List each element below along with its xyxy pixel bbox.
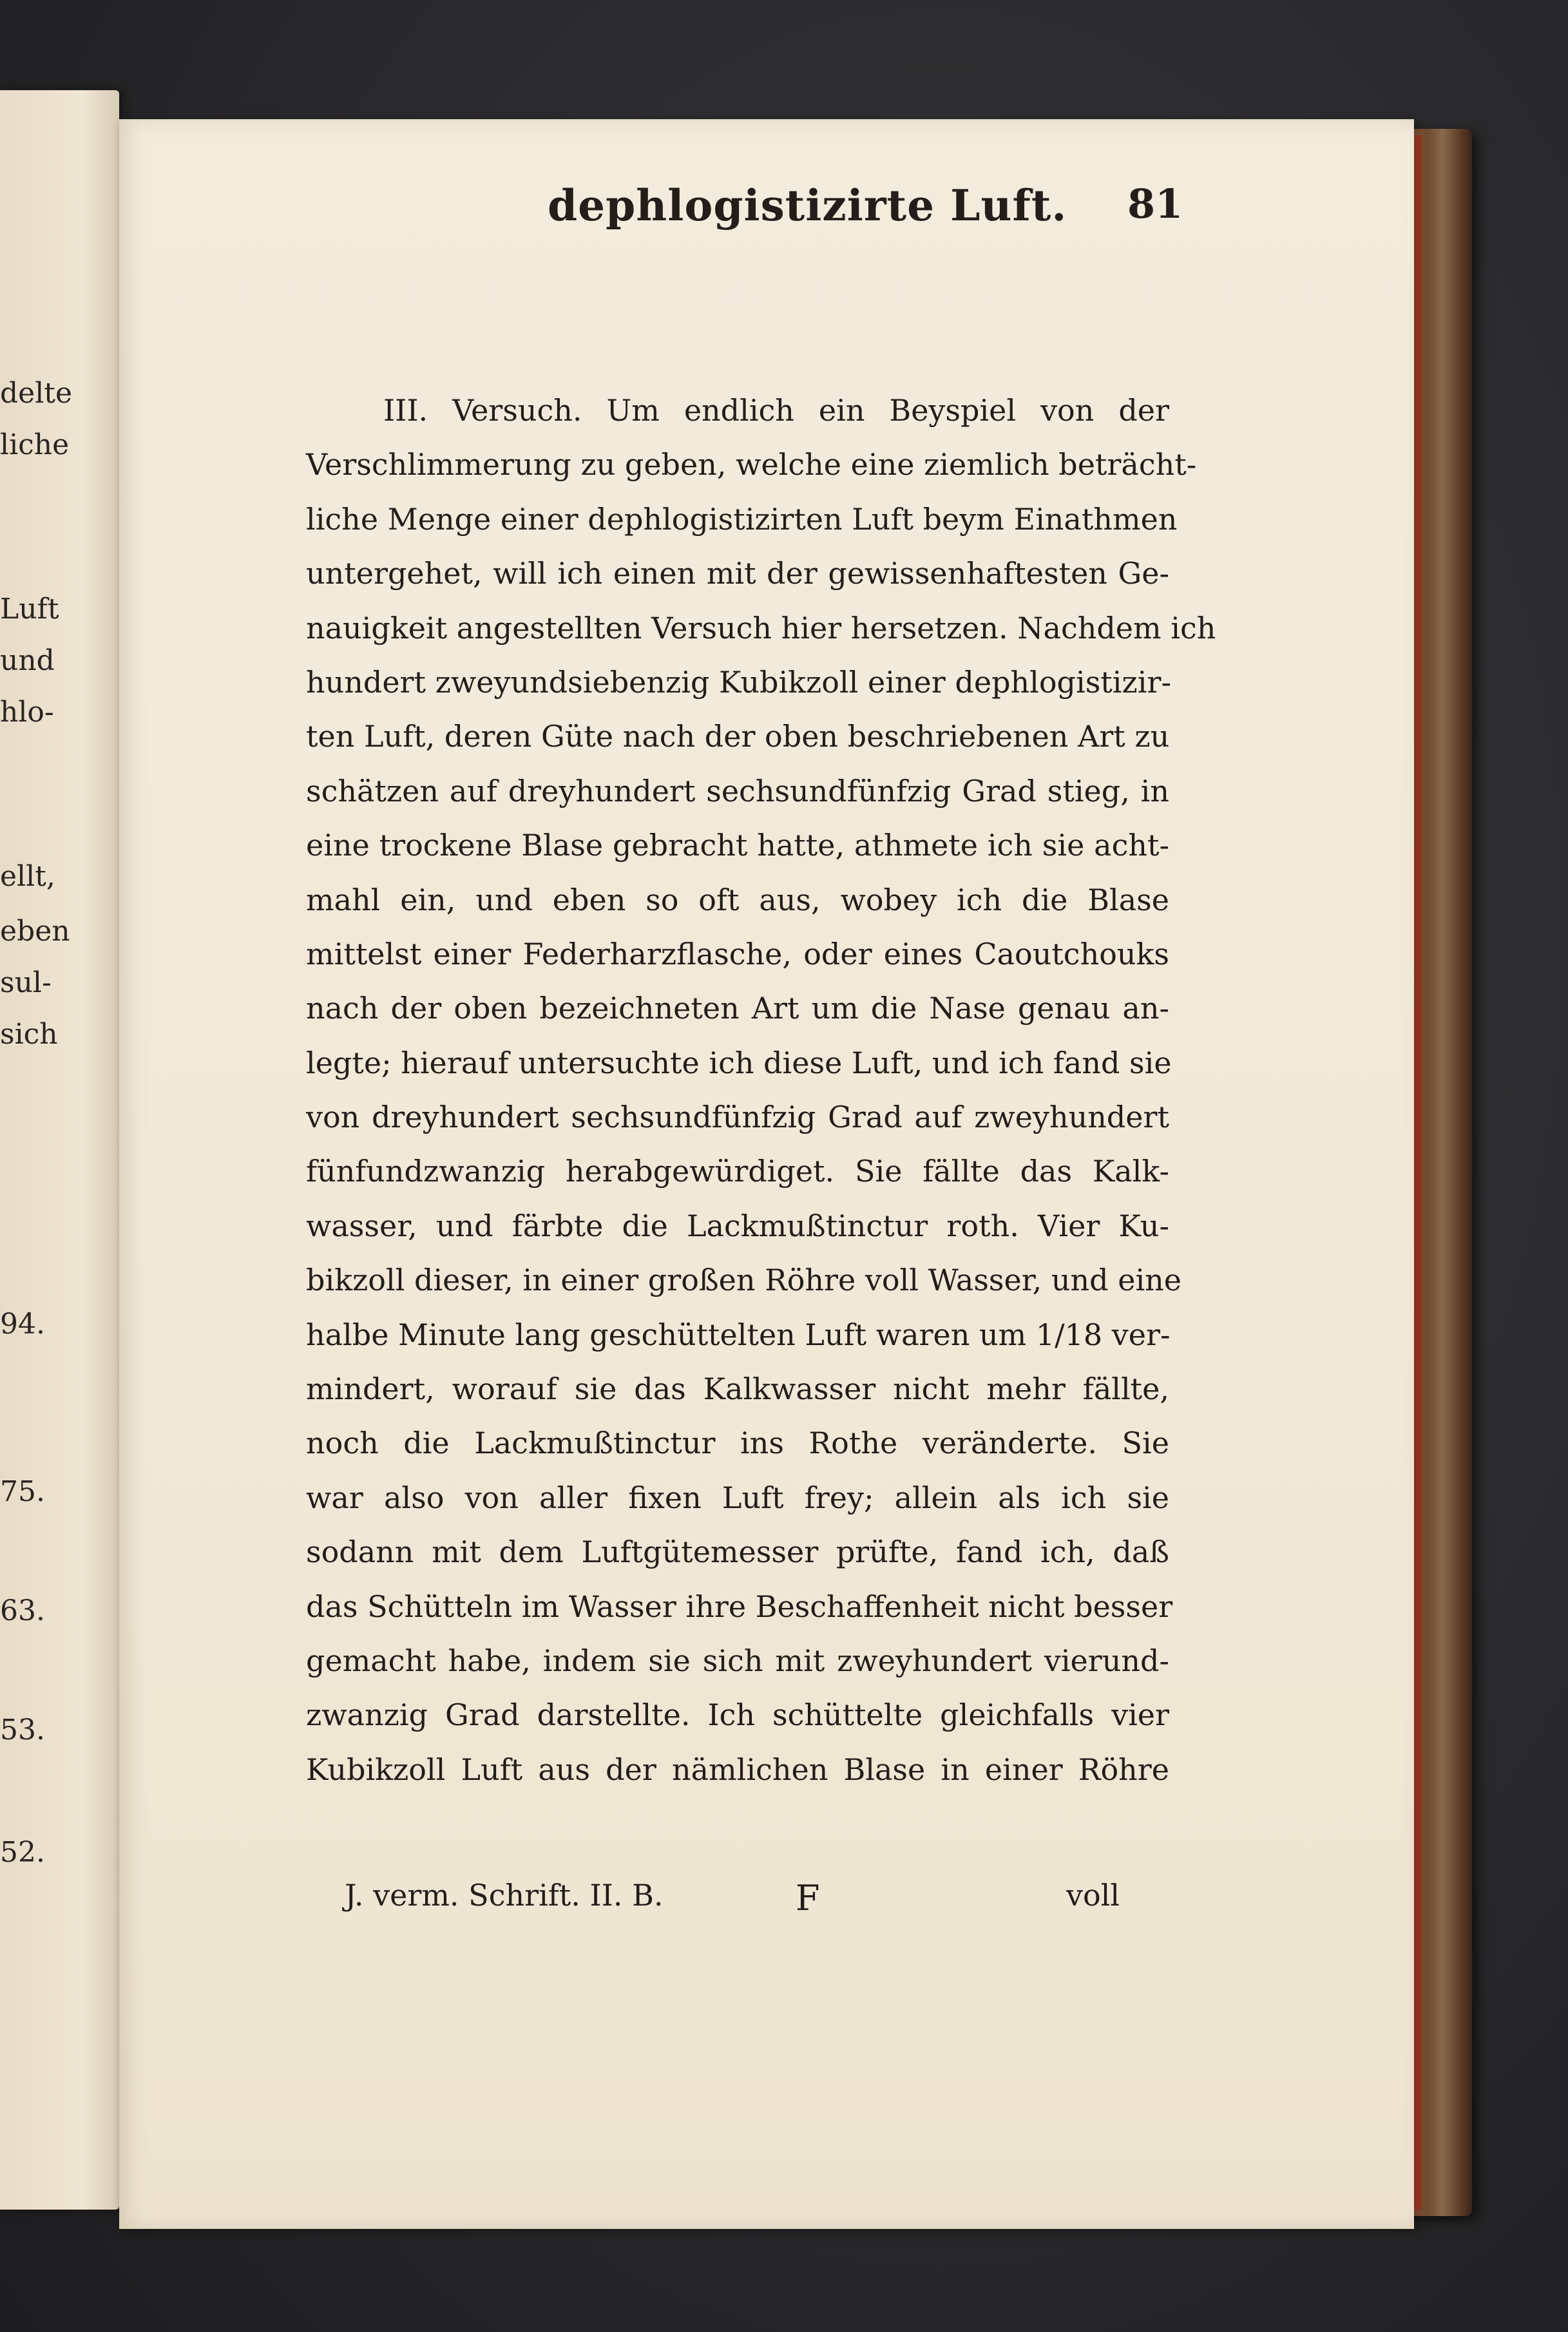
left-page-fragment: hlo- xyxy=(0,696,54,729)
running-title: dephlogistizirte Luft. xyxy=(548,180,1067,231)
text-line: hundert zweyundsiebenzig Kubikzoll einer dephlogistizir- xyxy=(306,664,1171,700)
text-line: nach der oben bezeichneten Art um die Nase genau an- xyxy=(306,991,1169,1026)
text-line: gemacht habe, indem sie sich mit zweyhundert vierund- xyxy=(306,1643,1169,1678)
text-line: noch die Lackmußtinctur ins Rothe veränderte. Sie xyxy=(306,1426,1169,1461)
text-line: nauigkeit angestellten Versuch hier hersetzen. Nachdem ich xyxy=(306,610,1216,645)
left-page xyxy=(0,90,119,2210)
text-line: von dreyhundert sechsundfünfzig Grad auf zweyhundert xyxy=(306,1100,1169,1135)
catchword: voll xyxy=(1066,1878,1120,1913)
text-line: mahl ein, und eben so oft aus, wobey ich die Blase xyxy=(306,882,1169,917)
page-footer xyxy=(345,1878,1176,1936)
text-line: liche Menge einer dephlogistizirten Luft beym Einathmen xyxy=(306,501,1178,537)
text-line: sodann mit dem Luftgütemesser prüfte, fand ich, daß xyxy=(306,1534,1169,1570)
text-line: zwanzig Grad darstellte. Ich schüttelte gleichfalls vier xyxy=(306,1697,1169,1733)
text-line: war also von aller fixen Luft frey; allein als ich sie xyxy=(306,1480,1169,1515)
text-line: Kubikzoll Luft aus der nämlichen Blase in einer Röhre xyxy=(306,1752,1169,1787)
left-page-fragment: eben xyxy=(0,915,70,948)
text-line: untergehet, will ich einen mit der gewissenhaftesten Ge- xyxy=(306,556,1169,591)
text-line: eine trockene Blase gebracht hatte, athmete ich sie acht- xyxy=(306,828,1169,863)
text-line: mittelst einer Federharzflasche, oder eines Caoutchouks xyxy=(306,936,1169,971)
text-line: III. Versuch. Um endlich ein Beyspiel von der xyxy=(383,393,1169,428)
left-page-fragment: 53. xyxy=(0,1714,45,1746)
text-line: bikzoll dieser, in einer großen Röhre voll Wasser, und eine xyxy=(306,1263,1182,1298)
left-page-fragment: liche xyxy=(0,428,70,461)
signature-line: J. verm. Schrift. II. B. xyxy=(345,1878,664,1913)
left-page-fragment: 63. xyxy=(0,1594,45,1627)
text-line: fünfundzwanzig herabgewürdiget. Sie fällte das Kalk- xyxy=(306,1154,1169,1189)
page-header xyxy=(548,180,1183,258)
left-page-fragment: ellt, xyxy=(0,860,55,893)
text-line: schätzen auf dreyhundert sechsundfünfzig Grad stieg, in xyxy=(306,773,1169,808)
text-line: wasser, und färbte die Lackmußtinctur roth. Vier Ku- xyxy=(306,1208,1169,1243)
left-page-fragment: 52. xyxy=(0,1836,45,1869)
left-page-fragment: 75. xyxy=(0,1475,45,1508)
left-page-fragment: Luft xyxy=(0,593,59,626)
text-line: ten Luft, deren Güte nach der oben beschriebenen Art zu xyxy=(306,719,1170,754)
text-line: halbe Minute lang geschüttelten Luft waren um 1/18 ver- xyxy=(306,1317,1171,1352)
text-line: mindert, worauf sie das Kalkwasser nicht mehr fällte, xyxy=(306,1371,1169,1407)
left-page-fragment: und xyxy=(0,644,55,677)
left-page-fragment: delte xyxy=(0,377,72,410)
page-number: 81 xyxy=(1127,180,1183,227)
text-line: das Schütteln im Wasser ihre Beschaffenheit nicht besser xyxy=(306,1589,1173,1624)
text-line: Verschlimmerung zu geben, welche eine ziemlich beträcht- xyxy=(306,447,1197,483)
sheet-mark: F xyxy=(796,1878,820,1918)
text-line: legte; hierauf untersuchte ich diese Luft, und ich fand sie xyxy=(306,1045,1172,1080)
left-page-fragment: 94. xyxy=(0,1308,45,1341)
left-page-fragment: sich xyxy=(0,1018,58,1051)
body-text xyxy=(306,383,1216,1797)
left-page-fragment: sul- xyxy=(0,966,52,999)
